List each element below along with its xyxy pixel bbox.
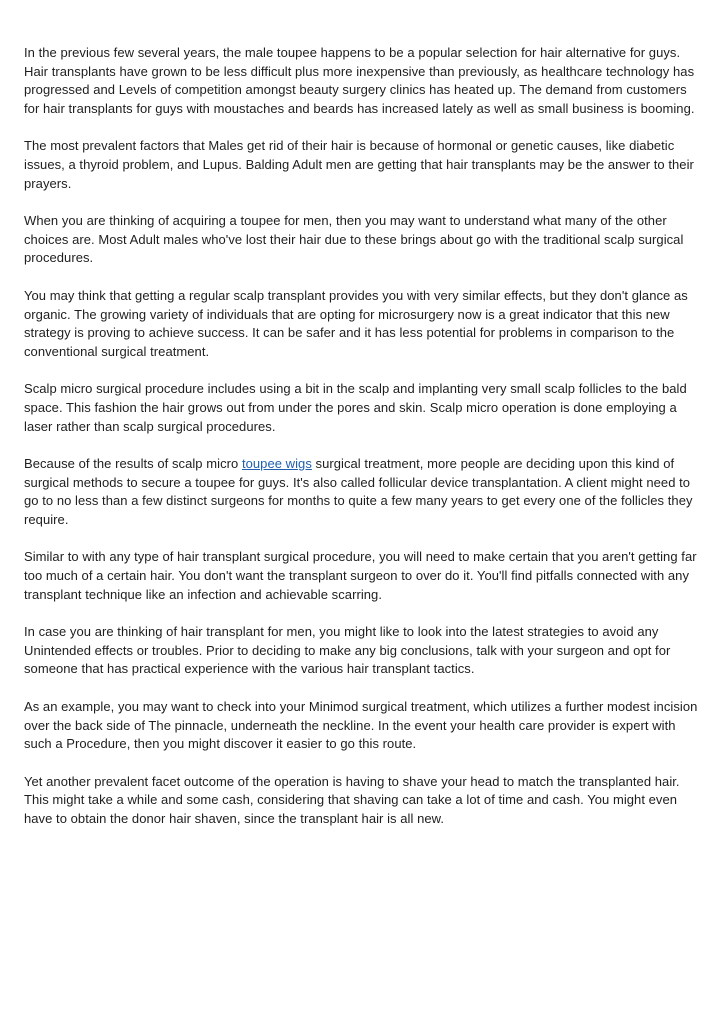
paragraph: In the previous few several years, the male toupee happens to be a popular selection for hair alternative for guys. Hair transplants have grown to be less difficult plus more inexpensive than previously, as healthcare technology has progressed and Levels of competition amongst beauty surgery clinics has heated up. The demand from customers for hair transplants for guys with moustaches and beards has increased lately as well as small business is booming.	[24, 45, 695, 116]
paragraph: In case you are thinking of hair transplant for men, you might like to look into the latest strategies to avoid any Unintended effects or troubles. Prior to deciding to make any big conclusions, talk with your surgeon and opt for someone that has practical experience with the various hair transplant tactics.	[24, 624, 671, 677]
paragraph: Similar to with any type of hair transplant surgical procedure, you will need to make certain that you aren't getting far too much of a certain hair. You don't want the transplant surgeon to over do it. You'll find pitfalls connected with any transplant technique like an infection and achievable scarring.	[24, 549, 697, 602]
paragraph: When you are thinking of acquiring a toupee for men, then you may want to understand what many of the other choices are. Most Adult males who've lost their hair due to these brings about go with the traditional scalp surgical procedures.	[24, 213, 684, 266]
paragraph-with-link	[24, 455, 700, 529]
paragraph-text-after-link: surgical treatment, more people are deciding upon this kind of surgical methods to secure a toupee for guys. It's also called follicular device transplantation. A client might need to go to no less than a few distinct surgeons for months to quite a few many years to get every one of the follicles they require.	[24, 456, 693, 527]
paragraph: As an example, you may want to check into your Minimod surgical treatment, which utilizes a further modest incision over the back side of The pinnacle, underneath the neckline. In the event your health care provider is expert with such a Procedure, then you might discover it easier to go this route.	[24, 699, 698, 752]
paragraph-text-before-link: Because of the results of scalp micro	[24, 456, 242, 472]
paragraph: You may think that getting a regular scalp transplant provides you with very similar effects, but they don't glance as organic. The growing variety of individuals that are opting for microsurgery now is a great indicator that this new strategy is proving to achieve success. It can be safer and it has less potential for problems in comparison to the conventional surgical treatment.	[24, 287, 688, 359]
toupee-wigs-link[interactable]: toupee wigs	[241, 456, 312, 472]
paragraph: Yet another prevalent facet outcome of the operation is having to shave your head to match the transplanted hair. This might take a while and some cash, considering that shaving can take a lot of time and cash. You might even have to obtain the donor hair shaven, since the transplant hair is all new.	[24, 773, 680, 826]
paragraph: The most prevalent factors that Males get rid of their hair is because of hormonal or genetic causes, like diabetic issues, a thyroid problem, and Lupus. Balding Adult men are getting that hair transplants may be the answer to their prayers.	[24, 138, 694, 191]
paragraph: Scalp micro surgical procedure includes using a bit in the scalp and implanting very small scalp follicles to the bald space. This fashion the hair grows out from under the pores and skin. Scalp micro operation is done employing a laser rather than scalp surgical procedures.	[24, 381, 687, 434]
article-body	[24, 44, 700, 848]
